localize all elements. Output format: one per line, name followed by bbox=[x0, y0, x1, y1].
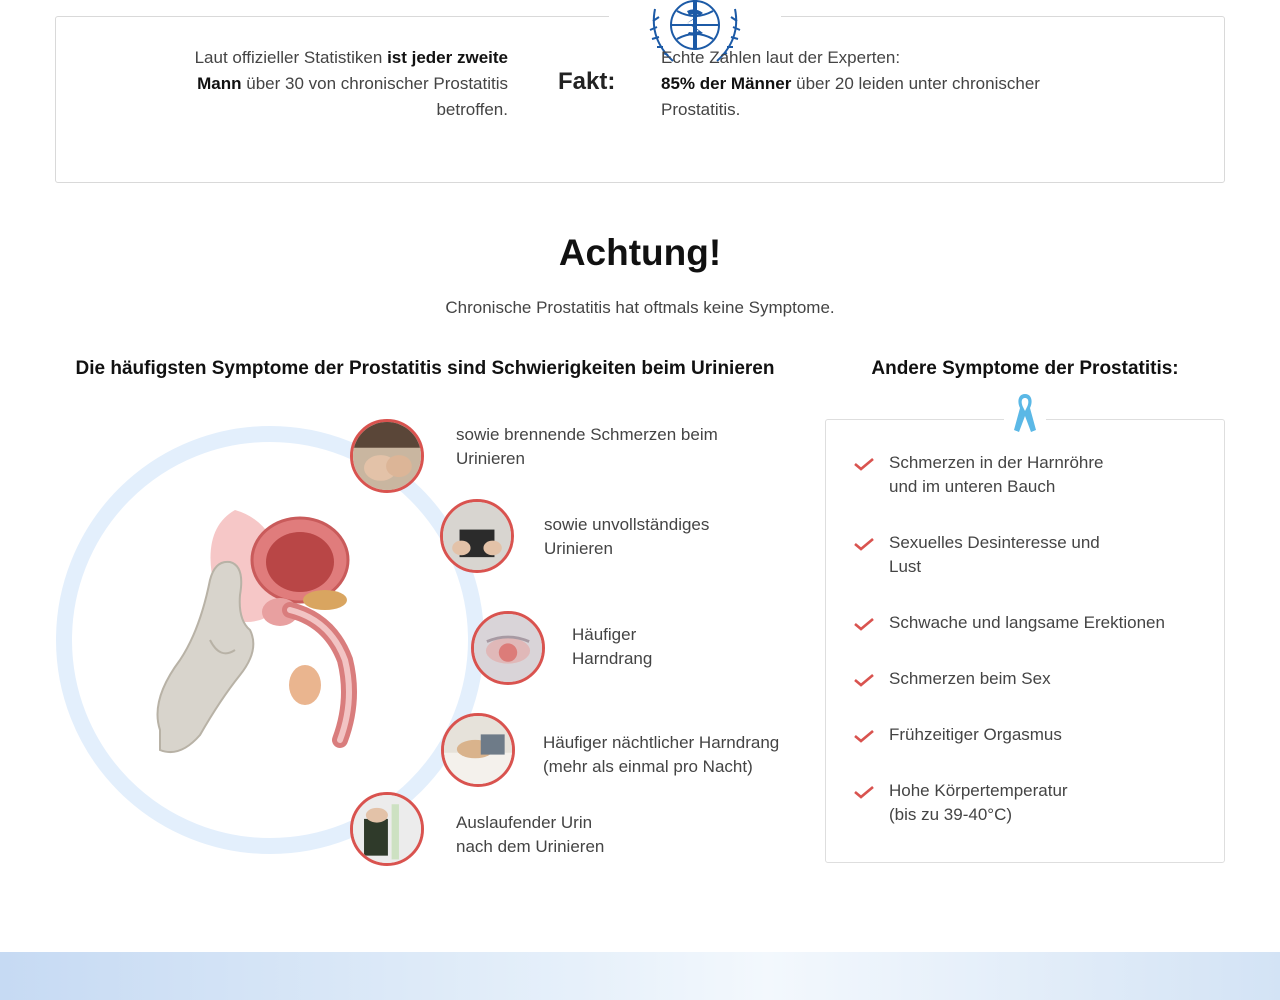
fact-right-text-2: über 20 leiden unter chronischer Prostatitis. bbox=[661, 74, 1040, 119]
check-icon bbox=[853, 785, 875, 799]
symptom-line: Harndrang bbox=[572, 649, 653, 668]
fact-left-bold: ist jeder zweite Mann bbox=[197, 48, 508, 93]
symptom-line: Häufiger bbox=[572, 625, 637, 644]
fact-label: Fakt: bbox=[558, 68, 616, 95]
symptom-line: sowie brennende Schmerzen beim bbox=[456, 425, 718, 444]
main-symptoms-title: Die häufigsten Symptome der Prostatitis sind Schwierigkeiten beim Urinieren bbox=[75, 358, 775, 379]
check-icon bbox=[853, 537, 875, 551]
symptom-line: Auslaufender Urin bbox=[456, 813, 593, 832]
other-symptoms-title: Andere Symptome der Prostatitis: bbox=[871, 358, 1179, 379]
other-symptom-line: Lust bbox=[889, 557, 922, 576]
symptom-line: Urinieren bbox=[456, 449, 525, 468]
fact-left-text-1: Laut offizieller Statistiken bbox=[194, 48, 388, 67]
fact-right-bold: 85% der Männer bbox=[661, 74, 792, 93]
symptom-burning bbox=[456, 423, 718, 471]
symptom-image-incomplete bbox=[440, 499, 514, 573]
check-icon bbox=[853, 729, 875, 743]
anatomy-illustration bbox=[140, 500, 380, 770]
other-symptom-line: Hohe Körpertemperatur bbox=[889, 781, 1068, 800]
symptom-image-leaking bbox=[350, 792, 424, 866]
symptom-frequent bbox=[572, 623, 652, 671]
symptom-line: (mehr als einmal pro Nacht) bbox=[543, 757, 753, 776]
page-subtitle: Chronische Prostatitis hat oftmals keine Symptome. bbox=[445, 298, 835, 317]
next-section-band bbox=[0, 952, 1280, 1000]
fact-right-text-1: Echte Zahlen laut der Experten: bbox=[661, 48, 901, 67]
page-title: Achtung! bbox=[558, 232, 722, 273]
awareness-ribbon-icon bbox=[1010, 390, 1040, 434]
other-symptom-line: und im unteren Bauch bbox=[889, 477, 1056, 496]
symptom-leaking bbox=[456, 811, 604, 859]
other-symptom-line: Sexuelles Desinteresse und bbox=[889, 533, 1100, 552]
symptom-incomplete bbox=[544, 513, 709, 561]
symptom-line: Urinieren bbox=[544, 539, 613, 558]
symptom-line: Häufiger nächtlicher Harndrang bbox=[543, 733, 780, 752]
check-icon bbox=[853, 457, 875, 471]
fact-left-text-2: über 30 von chronischer Prostatitis betroffen. bbox=[241, 74, 508, 119]
other-symptom-line: Schmerzen in der Harnröhre bbox=[889, 453, 1104, 472]
symptom-image-burning bbox=[350, 419, 424, 493]
symptom-line: nach dem Urinieren bbox=[456, 837, 605, 856]
other-symptom-line: Frühzeitiger Orgasmus bbox=[889, 725, 1062, 744]
ribbon bbox=[1004, 390, 1046, 438]
fact-expert-statistic bbox=[661, 45, 1081, 123]
symptom-line: sowie unvollständiges bbox=[544, 515, 710, 534]
symptom-nocturnal bbox=[543, 731, 779, 779]
check-icon bbox=[853, 673, 875, 687]
other-symptom-line: Schmerzen beim Sex bbox=[889, 669, 1051, 688]
fact-official-statistic bbox=[180, 45, 508, 123]
other-symptom-line: (bis zu 39-40°C) bbox=[889, 805, 1013, 824]
check-icon bbox=[853, 617, 875, 631]
symptom-image-nocturnal bbox=[441, 713, 515, 787]
other-symptom-line: Schwache und langsame Erektionen bbox=[889, 613, 1165, 632]
symptom-image-frequent bbox=[471, 611, 545, 685]
